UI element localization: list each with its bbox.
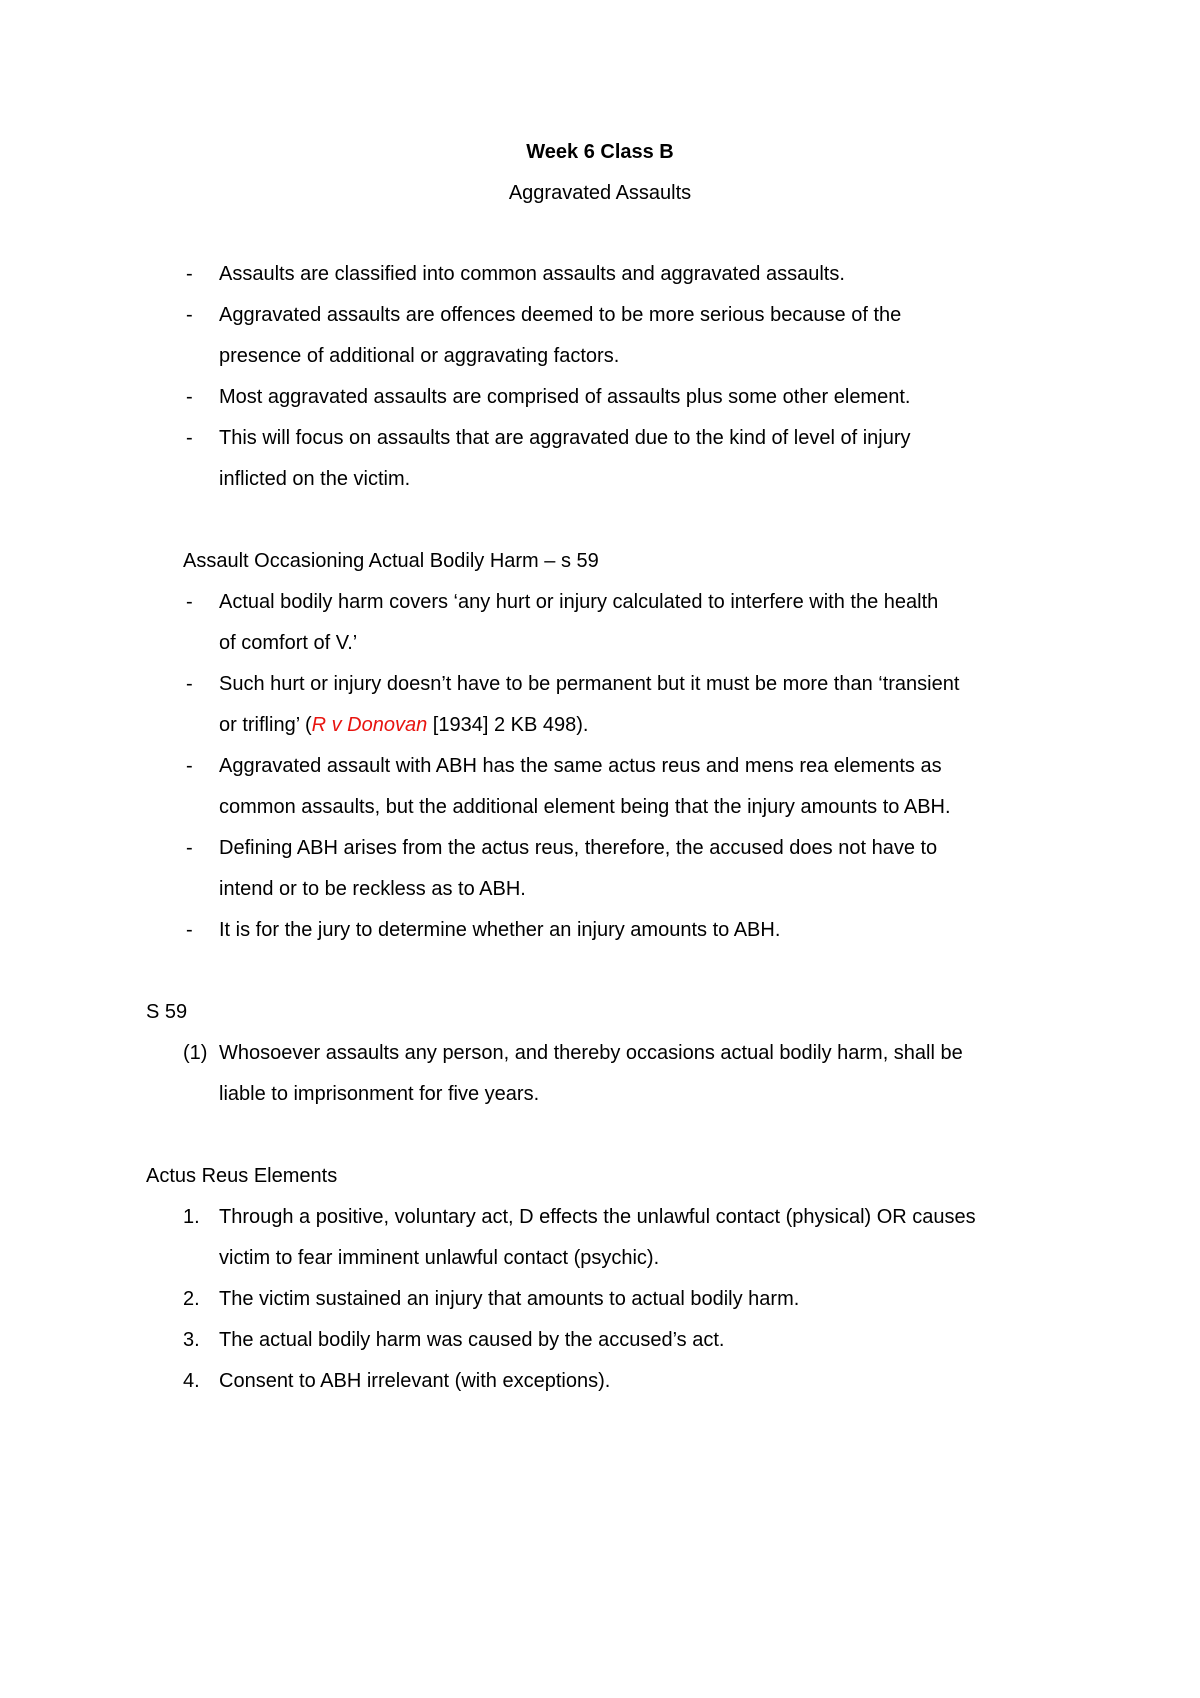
intro-bullet-2-line-1: Aggravated assaults are offences deemed to be more serious because of the bbox=[219, 304, 902, 326]
intro-bullet-2-line-2: presence of additional or aggravating factors. bbox=[219, 345, 620, 367]
abh-bullet-4-line-2: intend or to be reckless as to ABH. bbox=[219, 878, 526, 900]
abh-bullet-1-line-1: Actual bodily harm covers ‘any hurt or injury calculated to interfere with the health bbox=[219, 591, 939, 613]
intro-bullet-3: Most aggravated assaults are comprised of assaults plus some other element. bbox=[219, 386, 911, 408]
actus-heading: Actus Reus Elements bbox=[146, 1165, 338, 1187]
actus-item-3: The actual bodily harm was caused by the accused’s act. bbox=[219, 1329, 725, 1351]
document-title: Week 6 Class B bbox=[526, 141, 674, 163]
bullet-dash: - bbox=[186, 837, 193, 859]
intro-bullet-1: Assaults are classified into common assaults and aggravated assaults. bbox=[219, 263, 845, 285]
section-heading: S 59 bbox=[146, 1001, 188, 1023]
citation-prefix: or trifling’ ( bbox=[219, 714, 312, 736]
list-marker: 4. bbox=[183, 1370, 200, 1392]
intro-bullet-4-line-2: inflicted on the victim. bbox=[219, 468, 411, 490]
section-item-line-1: Whosoever assaults any person, and thereby occasions actual bodily harm, shall be bbox=[219, 1042, 963, 1064]
abh-heading: Assault Occasioning Actual Bodily Harm – s 59 bbox=[183, 550, 599, 572]
actus-item-2: The victim sustained an injury that amounts to actual bodily harm. bbox=[219, 1288, 800, 1310]
abh-bullet-1-line-2: of comfort of V.’ bbox=[219, 632, 358, 654]
list-marker: 1. bbox=[183, 1206, 200, 1228]
bullet-dash: - bbox=[186, 386, 193, 408]
list-marker: 3. bbox=[183, 1329, 200, 1351]
bullet-dash: - bbox=[186, 755, 193, 777]
bullet-dash: - bbox=[186, 427, 193, 449]
abh-bullet-5: It is for the jury to determine whether an injury amounts to ABH. bbox=[219, 919, 781, 941]
section-item-marker: (1) bbox=[183, 1042, 208, 1064]
citation-suffix: [1934] 2 KB 498). bbox=[427, 714, 589, 736]
actus-item-1-line-2: victim to fear imminent unlawful contact (psychic). bbox=[219, 1247, 660, 1269]
intro-bullet-4-line-1: This will focus on assaults that are aggravated due to the kind of level of injury bbox=[219, 427, 911, 449]
case-name: R v Donovan bbox=[311, 714, 428, 736]
document-subtitle: Aggravated Assaults bbox=[508, 182, 692, 204]
actus-item-1-line-1: Through a positive, voluntary act, D effects the unlawful contact (physical) OR causes bbox=[219, 1206, 976, 1228]
abh-bullet-3-line-1: Aggravated assault with ABH has the same actus reus and mens rea elements as bbox=[219, 755, 942, 777]
bullet-dash: - bbox=[186, 304, 193, 326]
abh-bullet-2-line-1: Such hurt or injury doesn’t have to be permanent but it must be more than ‘transient bbox=[219, 673, 960, 695]
section-item-line-2: liable to imprisonment for five years. bbox=[219, 1083, 540, 1105]
bullet-dash: - bbox=[186, 919, 193, 941]
bullet-dash: - bbox=[186, 673, 193, 695]
bullet-dash: - bbox=[186, 591, 193, 613]
bullet-dash: - bbox=[186, 263, 193, 285]
abh-bullet-4-line-1: Defining ABH arises from the actus reus, therefore, the accused does not have to bbox=[219, 837, 938, 859]
abh-bullet-2-line-2 bbox=[219, 713, 588, 737]
actus-item-4: Consent to ABH irrelevant (with exceptions). bbox=[219, 1370, 611, 1392]
abh-bullet-3-line-2: common assaults, but the additional element being that the injury amounts to ABH. bbox=[219, 796, 951, 818]
list-marker: 2. bbox=[183, 1288, 200, 1310]
